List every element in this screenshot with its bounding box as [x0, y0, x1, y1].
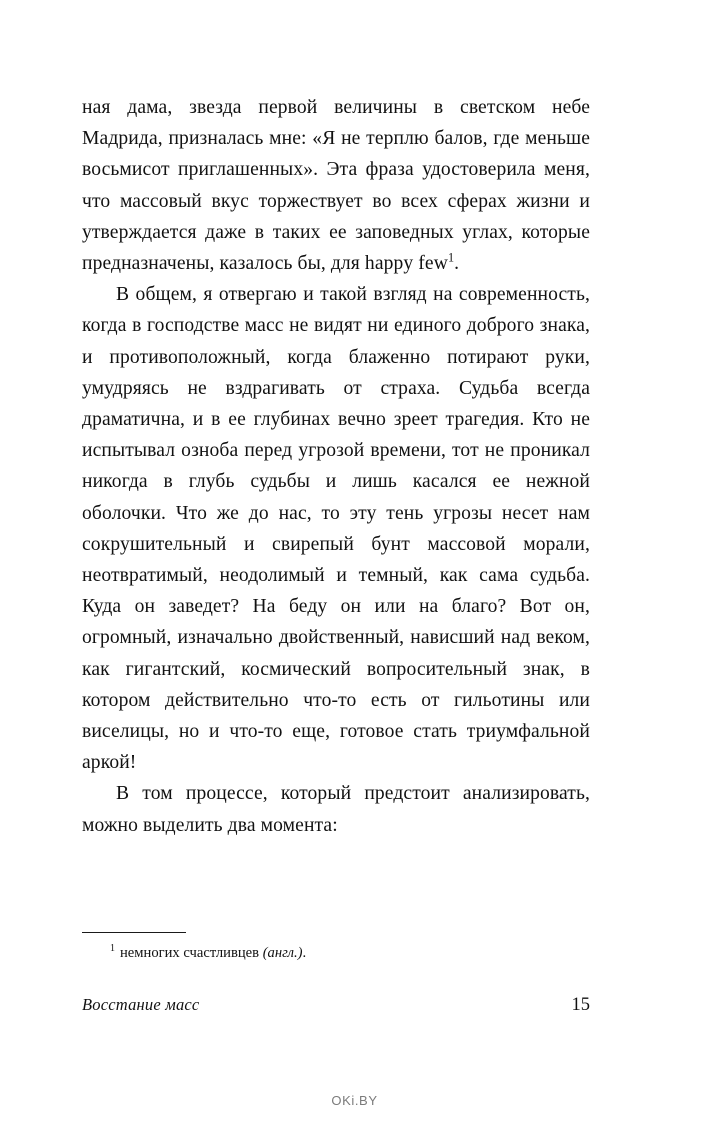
footnote-text: немногих счастливцев: [120, 945, 260, 961]
footnote-separator-rule: [82, 932, 186, 933]
footnote: [82, 943, 590, 963]
footnote-reference: 1: [447, 250, 455, 265]
body-text: [82, 92, 590, 841]
watermark: OKi.BY: [331, 1093, 378, 1108]
paragraph-tail: .: [454, 253, 460, 275]
paragraph: [82, 778, 590, 840]
footnote-marker: 1: [110, 943, 115, 955]
paragraph-text: В том процессе, который предстоит анализировать, можно выделить два момента:: [82, 783, 590, 836]
footnote-tail: .: [302, 945, 307, 961]
paragraph: [82, 92, 590, 279]
paragraph-text: ная дама, звезда первой величины в светском небе Мадрида, призналась мне: «Я не терплю балов, где меньше восьмисот приглашенных». Эта фраза удостоверила меня, что массовый вкус торжествует во всех сферах жизни и утверждается даже в таких ее заповедных углах, которые предназначены, казалось бы, для happy few: [82, 97, 590, 275]
running-title: Восстание масс: [82, 995, 200, 1014]
footnote-source: (англ.): [262, 945, 303, 961]
paragraph-text: В общем, я отвергаю и такой взгляд на современность, когда в господстве масс не видят ни единого доброго знака, и противоположный, когда блаженно потирают руки, умудряясь не вздрагивать от страха. Судьба всегда драматична, и в ее глубинах вечно зреет трагедия. Кто не испытывал озноба перед угрозой времени, тот не проникал никогда в глубь судьбы и лишь касался ее нежной оболочки. Что же до нас, то эту тень угрозы несет нам сокрушительный и свирепый бунт массовой морали, неотвратимый, неодолимый и темный, как сама судьба. Куда он заведет? На беду он или на благо? Вот он, огромный, изначально двойственный, нависший над веком, как гигантский, космический вопросительный знак, в котором действительно что-то есть от гильотины или виселицы, но и что-то еще, готовое стать триумфальной аркой!: [82, 284, 590, 774]
running-footer: [82, 995, 590, 1016]
paragraph: [82, 279, 590, 778]
page-number: 15: [571, 995, 590, 1015]
footnote-area: [82, 932, 590, 963]
